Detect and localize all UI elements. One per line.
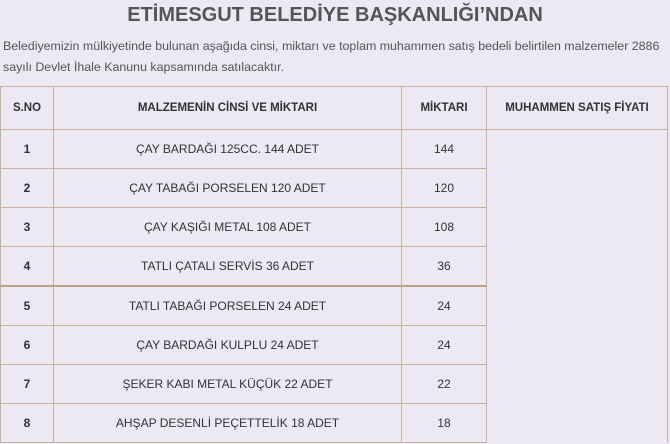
row-quantity: 24	[402, 286, 487, 326]
row-quantity: 108	[402, 208, 487, 247]
row-quantity: 36	[402, 247, 487, 287]
row-number: 7	[1, 365, 54, 404]
table-header-row	[1, 87, 668, 130]
header-sno: S.NO	[1, 87, 54, 130]
row-quantity: 120	[402, 169, 487, 208]
row-material-name: ÇAY BARDAĞI KULPLU 24 ADET	[54, 326, 402, 365]
row-material-name: ÇAY BARDAĞI 125CC. 144 ADET	[54, 130, 402, 169]
intro-paragraph: Belediyemizin mülkiyetinde bulunan aşağıda cinsi, miktarı ve toplam muhammen satış bedeli belirtilen malzemeler 2886 sayılı Devlet İhale Kanunu kapsamında satılacaktır.	[3, 39, 660, 74]
row-material-name: TATLI TABAĞI PORSELEN 24 ADET	[54, 286, 402, 326]
row-number: 5	[1, 286, 54, 326]
row-quantity: 144	[402, 130, 487, 169]
row-material-name: ÇAY TABAĞI PORSELEN 120 ADET	[54, 169, 402, 208]
materials-table	[0, 86, 668, 443]
page-title: ETİMESGUT BELEDİYE BAŞKANLIĞI’NDAN	[127, 4, 543, 26]
row-number: 1	[1, 130, 54, 169]
row-number: 2	[1, 169, 54, 208]
row-number: 4	[1, 247, 54, 287]
row-quantity: 24	[402, 326, 487, 365]
table-row	[1, 130, 668, 169]
row-material-name: AHŞAP DESENLİ PEÇETTELİK 18 ADET	[54, 404, 402, 443]
row-quantity: 22	[402, 365, 487, 404]
header-quantity: MİKTARI	[402, 87, 487, 130]
row-number: 3	[1, 208, 54, 247]
header-material-name: MALZEMENİN CİNSİ VE MİKTARI	[54, 87, 402, 130]
row-quantity: 18	[402, 404, 487, 443]
estimated-price-cell	[487, 130, 668, 443]
row-number: 8	[1, 404, 54, 443]
row-material-name: ÇAY KAŞIĞI METAL 108 ADET	[54, 208, 402, 247]
header-estimated-price: MUHAMMEN SATIŞ FİYATI	[487, 87, 668, 130]
row-number: 6	[1, 326, 54, 365]
materials-table-container	[0, 86, 670, 444]
row-material-name: TATLI ÇATALI SERVİS 36 ADET	[54, 247, 402, 287]
row-material-name: ŞEKER KABI METAL KÜÇÜK 22 ADET	[54, 365, 402, 404]
